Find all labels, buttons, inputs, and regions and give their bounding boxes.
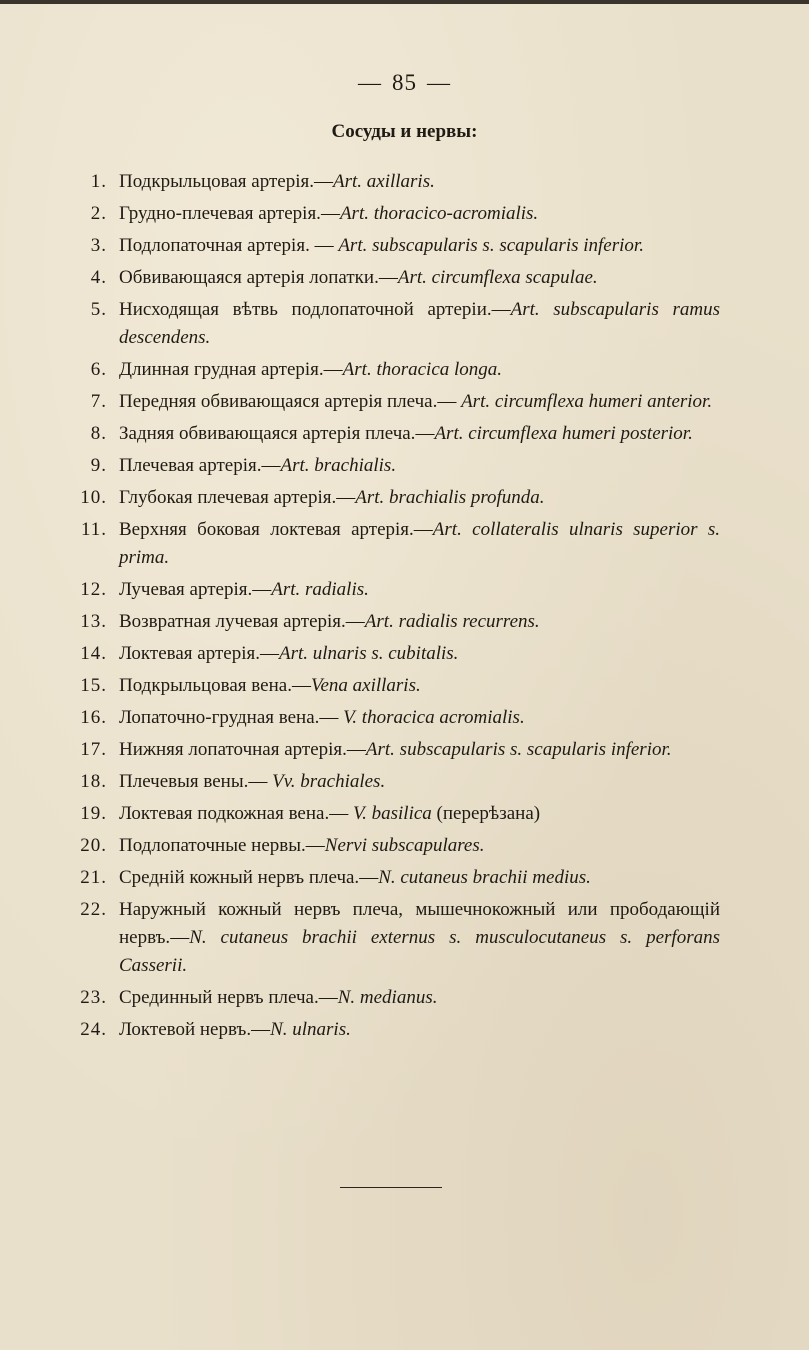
entry-latin-name: V. basilica [352, 803, 432, 824]
entry-number: 21. [80, 867, 107, 888]
entry-item [0, 296, 809, 352]
page-number [0, 70, 809, 96]
entry-text [119, 864, 720, 892]
entry-item [0, 608, 809, 636]
entry-text [119, 516, 720, 572]
entry-item [0, 200, 809, 228]
entry-text [119, 1016, 720, 1044]
entry-latin-name: Art. axillaris. [332, 171, 435, 192]
entry-text [119, 768, 720, 796]
entry-dash: — [251, 1019, 271, 1040]
entry-russian-name: Локтевой нервъ. [119, 1019, 252, 1040]
entry-dash: — [259, 643, 279, 664]
entry-russian-name: Срединный нервъ плеча. [119, 987, 319, 1008]
entry-dash: — [170, 927, 190, 948]
entry-dash: — [314, 235, 339, 256]
entry-number: 8. [90, 423, 107, 444]
entry-dash: — [491, 299, 511, 320]
closing-rule [340, 1187, 442, 1188]
entry-dash: — [413, 519, 433, 540]
entry-item [0, 452, 809, 480]
entry-dash: — [346, 739, 366, 760]
entry-dash: — [305, 835, 325, 856]
entry-number: 22. [80, 899, 107, 920]
entry-latin-name: Vv. brachiales. [272, 771, 386, 792]
entry-dash: — [318, 987, 338, 1008]
entry-text [119, 736, 720, 764]
entry-number: 4. [90, 267, 107, 288]
entry-item [0, 168, 809, 196]
entry-dash: — [345, 611, 365, 632]
entry-number: 10. [80, 487, 107, 508]
entry-number: 18. [80, 771, 107, 792]
entry-item [0, 420, 809, 448]
entry-item [0, 264, 809, 292]
entry-dash: — [319, 707, 344, 728]
entry-latin-name: Art. thoracico-acromialis. [339, 203, 539, 224]
entry-russian-name: Подкрыльцовая артерія. [119, 171, 314, 192]
entry-number: 19. [80, 803, 107, 824]
entry-item [0, 984, 809, 1012]
entry-dash: — [248, 771, 273, 792]
entry-russian-name: Подкрыльцовая вена. [119, 675, 292, 696]
entry-number: 20. [80, 835, 107, 856]
entry-russian-name: Грудно-плечевая артерія. [119, 203, 321, 224]
entry-latin-name: Vena axillaris. [310, 675, 421, 696]
entry-item [0, 864, 809, 892]
entry-number: 1. [90, 171, 107, 192]
entry-number: 2. [90, 203, 107, 224]
entry-russian-name: Задняя обвивающаяся артерія плеча. [119, 423, 416, 444]
entry-text [119, 296, 720, 352]
entry-number: 15. [80, 675, 107, 696]
entry-text [119, 452, 720, 480]
entry-item [0, 672, 809, 700]
entry-russian-name: Плечевыя вены. [119, 771, 249, 792]
entry-number: 6. [90, 359, 107, 380]
entry-russian-name: Глубокая плечевая артерія. [119, 487, 337, 508]
entry-latin-name: Art. radialis. [271, 579, 369, 600]
entry-text [119, 388, 720, 416]
entry-latin-name: N. cutaneus brachii externus s. musculocutaneus s. perforans Casserii. [119, 927, 720, 976]
entry-latin-name: Art. thoracica longa. [342, 359, 503, 380]
entry-dash: — [378, 267, 398, 288]
entry-list [0, 168, 809, 1048]
entry-latin-name: Art. brachialis profunda. [355, 487, 545, 508]
entry-text [119, 420, 720, 448]
entry-latin-name: Art. radialis recurrens. [364, 611, 540, 632]
entry-latin-name: Art. subscapularis ramus descendens. [119, 299, 720, 348]
entry-dash: — [437, 391, 462, 412]
entry-dash: — [415, 423, 435, 444]
entry-dash: — [359, 867, 379, 888]
entry-text [119, 800, 720, 828]
entry-text [119, 576, 720, 604]
entry-item [0, 736, 809, 764]
entry-item [0, 356, 809, 384]
entry-russian-name: Возвратная лучевая артерія. [119, 611, 346, 632]
entry-dash: — [323, 359, 343, 380]
page-number-value: 85 [392, 70, 417, 95]
entry-russian-name: Нижняя лопаточная артерія. [119, 739, 347, 760]
entry-item [0, 232, 809, 260]
entry-russian-name: Локтевая подкожная вена. [119, 803, 330, 824]
entry-number: 11. [80, 519, 107, 540]
entry-dash: — [313, 171, 333, 192]
entry-item [0, 516, 809, 572]
entry-number: 14. [80, 643, 107, 664]
entry-item [0, 1016, 809, 1044]
entry-item [0, 800, 809, 828]
entry-item [0, 640, 809, 668]
entry-latin-name: Art. collateralis ulnaris superior s. prima. [119, 519, 720, 568]
entry-text [119, 484, 720, 512]
entry-latin-name: Nervi subscapulares. [324, 835, 485, 856]
entry-russian-name: Подлопаточная артерія. [119, 235, 315, 256]
entry-russian-name: Лучевая артерія. [119, 579, 253, 600]
entry-number: 9. [90, 455, 107, 476]
entry-item [0, 832, 809, 860]
entry-number: 16. [80, 707, 107, 728]
entry-russian-name: Передняя обвивающаяся артерія плеча. [119, 391, 438, 412]
entry-text [119, 704, 720, 732]
entry-number: 3. [90, 235, 107, 256]
entry-latin-name: V. thoracica acromialis. [343, 707, 525, 728]
entry-dash: — [252, 579, 272, 600]
entry-item [0, 576, 809, 604]
entry-russian-name: Обвивающаяся артерія лопатки. [119, 267, 379, 288]
entry-item [0, 388, 809, 416]
entry-number: 5. [90, 299, 107, 320]
entry-text [119, 264, 720, 292]
entry-latin-name: N. medianus. [337, 987, 438, 1008]
entry-note: (перерѣзана) [431, 803, 541, 824]
entry-text [119, 356, 720, 384]
entry-latin-name: Art. circumflexa humeri posterior. [434, 423, 693, 444]
entry-text [119, 984, 720, 1012]
entry-latin-name: Art. brachialis. [280, 455, 397, 476]
entry-text [119, 672, 720, 700]
entry-text [119, 200, 720, 228]
entry-dash: — [291, 675, 311, 696]
entry-text [119, 232, 720, 260]
entry-russian-name: Верхняя боковая локтевая артерія. [119, 519, 414, 540]
entry-item [0, 896, 809, 980]
entry-latin-name: Art. ulnaris s. cubitalis. [278, 643, 459, 664]
entry-text [119, 832, 720, 860]
entry-number: 12. [80, 579, 107, 600]
section-heading: Сосуды и нервы: [331, 121, 478, 142]
entry-russian-name: Плечевая артерія. [119, 455, 262, 476]
entry-latin-name: Art. circumflexa humeri anterior. [461, 391, 713, 412]
entry-dash: — [261, 455, 281, 476]
entry-dash: — [336, 487, 356, 508]
entry-number: 24. [80, 1019, 107, 1040]
entry-russian-name: Нисходящая вѣтвь подлопаточной артеріи. [119, 299, 492, 320]
page-number-dash-left: — [358, 70, 382, 95]
entry-item [0, 484, 809, 512]
entry-russian-name: Локтевая артерія. [119, 643, 260, 664]
entry-russian-name: Длинная грудная артерія. [119, 359, 324, 380]
entry-latin-name: Art. subscapularis s. scapularis inferior. [338, 235, 644, 256]
entry-latin-name: N. ulnaris. [270, 1019, 351, 1040]
entry-latin-name: Art. subscapularis s. scapularis inferior. [365, 739, 672, 760]
entry-russian-name: Наружный кожный нервъ плеча, мышечнокожный или прободающій нервъ. [119, 899, 720, 948]
entry-latin-name: Art. circumflexa scapulae. [397, 267, 598, 288]
entry-dash: — [320, 203, 340, 224]
entry-item [0, 704, 809, 732]
entry-dash: — [329, 803, 353, 824]
entry-russian-name: Лопаточно-грудная вена. [119, 707, 320, 728]
entry-latin-name: N. cutaneus brachii medius. [378, 867, 591, 888]
entry-number: 13. [80, 611, 107, 632]
entry-number: 17. [80, 739, 107, 760]
scan-top-edge [0, 0, 809, 4]
entry-item [0, 768, 809, 796]
entry-russian-name: Подлопаточные нервы. [119, 835, 306, 856]
entry-russian-name: Средній кожный нервъ плеча. [119, 867, 360, 888]
entry-number: 23. [80, 987, 107, 1008]
page-number-dash-right: — [427, 70, 451, 95]
entry-number: 7. [90, 391, 107, 412]
entry-text [119, 608, 720, 636]
entry-text [119, 640, 720, 668]
entry-text [119, 168, 720, 196]
entry-text [119, 896, 720, 980]
